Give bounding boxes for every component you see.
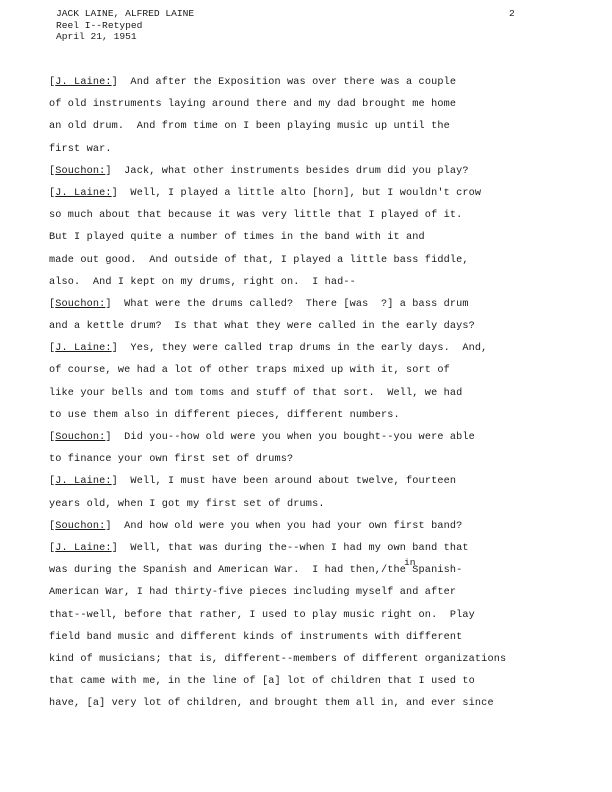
- line-text: was during the Spanish and American War. I had then,/the Spanish-: [49, 565, 463, 577]
- speaker-label: Souchon:: [55, 432, 106, 443]
- line-text: ] And how old were you when you had your own first band?: [105, 520, 463, 532]
- speaker-line: [49, 161, 569, 183]
- speaker-label: J. Laine:: [55, 187, 112, 199]
- speaker-line: [49, 294, 569, 316]
- line-text: ] Well, I must have been around about twelve, fourteen: [111, 476, 457, 488]
- transcript-line: [49, 560, 569, 582]
- header-names: JACK LAINE, ALFRED LAINE: [56, 8, 195, 19]
- transcript-line: [49, 649, 569, 671]
- line-text: ] Did you--how old were you when you bought--you were able: [105, 432, 475, 443]
- document-header: [56, 8, 194, 43]
- handwritten-insert-mark: in: [404, 557, 416, 568]
- line-text: kind of musicians; that is, different--members of different organizations: [49, 653, 507, 665]
- speaker-line: [49, 183, 569, 205]
- line-text: years old, when I got my first set of drums.: [49, 498, 325, 510]
- bracket-open: [: [49, 432, 56, 443]
- speaker-line: [49, 72, 569, 94]
- transcript-line: [49, 405, 569, 427]
- speaker-label: J. Laine:: [55, 542, 112, 554]
- speaker-line: [49, 471, 569, 493]
- transcript-line: [49, 627, 569, 649]
- header-reel: Reel I--Retyped: [56, 19, 143, 31]
- line-text: ] What were the drums called? There [was ?] a bass drum: [105, 298, 469, 310]
- line-text: and a kettle drum? Is that what they were called in the early days?: [49, 321, 475, 333]
- speaker-label: Souchon:: [55, 520, 106, 532]
- speaker-line: [49, 516, 569, 538]
- transcript-line: [49, 205, 569, 227]
- speaker-label: J. Laine:: [55, 343, 112, 355]
- speaker-label: Souchon:: [55, 165, 106, 177]
- line-text: that--well, before that rather, I used to play music right on. Play: [49, 609, 475, 621]
- line-text: ] Well, that was during the--when I had my own band that: [111, 542, 469, 554]
- line-text: of course, we had a lot of other traps mixed up with it, sort of: [49, 365, 450, 377]
- line-text: American War, I had thirty-five pieces including myself and after: [49, 587, 457, 599]
- line-text: first war.: [49, 143, 112, 155]
- header-date: April 21, 1951: [56, 31, 137, 42]
- speaker-line: [49, 538, 569, 560]
- line-text: that came with me, in the line of [a] lot of children that I used to: [49, 676, 475, 688]
- transcript-line: [49, 94, 569, 116]
- line-text: ] Jack, what other instruments besides drum did you play?: [105, 165, 469, 177]
- bracket-open: [: [49, 520, 56, 532]
- line-text: an old drum. And from time on I been playing music up until the: [49, 121, 450, 133]
- line-text: so much about that because it was very little that I played of it.: [49, 210, 463, 222]
- line-text: like your bells and tom toms and stuff of that sort. Well, we had: [49, 387, 463, 399]
- transcript-line: [49, 250, 569, 272]
- transcript-line: [49, 494, 569, 516]
- speaker-label: J. Laine:: [55, 476, 112, 488]
- speaker-label: J. Laine:: [55, 77, 112, 88]
- transcript-line: [49, 671, 569, 693]
- line-text: to finance your own first set of drums?: [49, 454, 294, 466]
- speaker-label: Souchon:: [55, 298, 106, 310]
- bracket-open: [: [49, 542, 56, 554]
- transcript-line: [49, 383, 569, 405]
- line-text: made out good. And outside of that, I played a little bass fiddle,: [49, 254, 469, 266]
- transcript-body: [49, 72, 569, 715]
- transcript-line: [49, 116, 569, 138]
- transcript-line: [49, 693, 569, 715]
- line-text: field band music and different kinds of instruments with different: [49, 631, 463, 643]
- transcript-line: [49, 139, 569, 161]
- bracket-open: [: [49, 77, 56, 88]
- bracket-open: [: [49, 298, 56, 310]
- bracket-open: [: [49, 165, 56, 177]
- speaker-line: [49, 427, 569, 449]
- transcript-line: [49, 272, 569, 294]
- line-text: to use them also in different pieces, different numbers.: [49, 409, 400, 421]
- line-text: of old instruments laying around there and my dad brought me home: [49, 99, 457, 111]
- line-text: ] And after the Exposition was over there was a couple: [111, 77, 457, 88]
- bracket-open: [: [49, 187, 56, 199]
- bracket-open: [: [49, 476, 56, 488]
- transcript-line: [49, 449, 569, 471]
- transcript-line: [49, 227, 569, 249]
- transcript-line: [49, 582, 569, 604]
- bracket-open: [: [49, 343, 56, 355]
- transcript-line: [49, 360, 569, 382]
- line-text: ] Yes, they were called trap drums in the early days. And,: [111, 343, 488, 355]
- line-text: have, [a] very lot of children, and brought them all in, and ever since: [49, 698, 494, 710]
- transcript-line: [49, 605, 569, 627]
- line-text: But I played quite a number of times in the band with it and: [49, 232, 425, 244]
- page-number: 2: [509, 8, 515, 19]
- line-text: also. And I kept on my drums, right on. I had--: [49, 276, 356, 288]
- line-text: ] Well, I played a little alto [horn], but I wouldn't crow: [111, 187, 482, 199]
- speaker-line: [49, 338, 569, 360]
- transcript-line: [49, 316, 569, 338]
